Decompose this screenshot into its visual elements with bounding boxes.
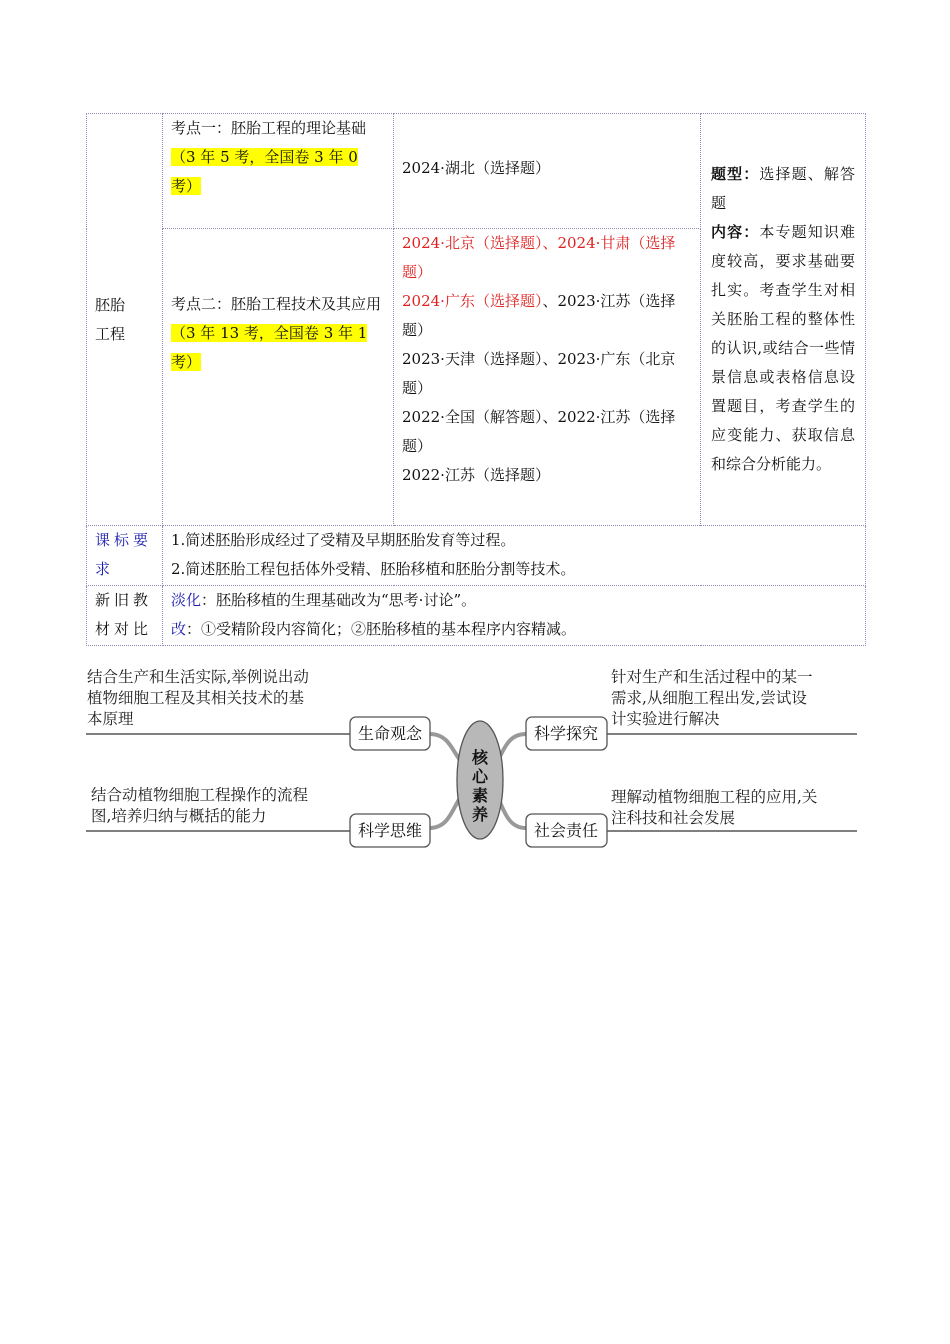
curriculum-cell — [163, 526, 866, 586]
compare-label: 新旧教材对比 — [87, 586, 163, 646]
compare-key-2: 改 — [171, 620, 187, 638]
compare-key-1: 淡化 — [171, 591, 202, 609]
topic-cell — [87, 114, 163, 526]
point2-exams-4: 2022·全国（解答题）、2022·江苏（选择题） — [402, 408, 676, 455]
point2-exams-cell — [394, 229, 701, 526]
topic-line-1: 胚胎 — [95, 295, 126, 314]
curriculum-label: 课标要求 — [87, 526, 163, 586]
center-char-2: 心 — [471, 767, 489, 786]
content-value: 本专题知识难度较高，要求基础要扎实。考查学生对相关胚胎工程的整体性的认识,或结合一些情景信息或表格信息设置题目，考查学生的应变能力、获取信息和综合分析能力。 — [711, 223, 855, 473]
point2-cell — [163, 229, 394, 526]
node-social-resp-label: 社会责任 — [533, 821, 599, 840]
point2-stat: （3 年 13 考，全国卷 3 年 1 考） — [171, 323, 368, 371]
content-label: 内容： — [711, 223, 760, 241]
point2-exams-black-2: 、2023·江苏（选择题） — [402, 292, 676, 339]
center-char-1: 核 — [471, 748, 489, 767]
type-label: 题型： — [711, 165, 760, 183]
point2-exams-3: 2023·天津（选择题）、2023·广东（北京题） — [402, 350, 676, 397]
point2-title: 考点二：胚胎工程技术及其应用 — [171, 294, 382, 313]
exam-analysis-table — [86, 113, 866, 646]
compare-value-1: ：胚胎移植的生理基础改为“思考·讨论”。 — [201, 591, 477, 609]
point1-exams: 2024·湖北（选择题） — [402, 159, 550, 177]
core-literacy-mindmap — [80, 662, 870, 862]
compare-value-2: ：①受精阶段内容简化；②胚胎移植的基本程序内容精减。 — [186, 620, 577, 638]
point1-cell — [163, 114, 394, 229]
point1-exams-cell — [394, 114, 701, 229]
node-life-view-label: 生命观念 — [357, 724, 423, 743]
point2-exams-5: 2022·江苏（选择题） — [402, 466, 550, 484]
curriculum-line-1: 1.简述胚胎形成经过了受精及早期胚胎发育等过程。 — [171, 531, 516, 549]
sci-inquiry-text-3: 计实验进行解决 — [611, 710, 720, 728]
point2-exams-red-2: 2024·广东（选择题） — [402, 292, 543, 310]
sci-inquiry-text-1: 针对生产和生活过程中的某一 — [611, 668, 813, 686]
social-resp-text-1: 理解动植物细胞工程的应用,关 — [611, 788, 818, 806]
life-view-text-2: 植物细胞工程及其相关技术的基 — [87, 689, 305, 707]
compare-line-1 — [171, 586, 857, 615]
point2-exams-red-1: 2024·北京（选择题）、2024·甘肃（选择题） — [402, 234, 676, 281]
topic-line-2: 工程 — [95, 324, 126, 343]
compare-line-2 — [171, 615, 857, 644]
node-sci-inquiry-label: 科学探究 — [533, 724, 599, 743]
side-info-cell — [701, 114, 866, 526]
point1-title: 考点一：胚胎工程的理论基础 — [171, 119, 367, 137]
node-sci-thinking-label: 科学思维 — [357, 821, 423, 840]
life-view-text-1: 结合生产和生活实际,举例说出动 — [87, 668, 309, 686]
life-view-text-3: 本原理 — [87, 710, 134, 728]
compare-cell — [163, 586, 866, 646]
sci-thinking-text-1: 结合动植物细胞工程操作的流程 — [91, 786, 309, 804]
social-resp-text-2: 注科技和社会发展 — [611, 809, 736, 827]
sci-inquiry-text-2: 需求,从细胞工程出发,尝试设 — [611, 689, 807, 707]
type-value: 选择题、解答题 — [711, 165, 855, 212]
center-char-3: 素 — [471, 786, 489, 805]
curriculum-line-2: 2.简述胚胎工程包括体外受精、胚胎移植和胚胎分割等技术。 — [171, 560, 576, 578]
point1-stat: （3 年 5 考，全国卷 3 年 0 考） — [171, 148, 358, 195]
center-char-4: 养 — [471, 805, 489, 824]
sci-thinking-text-2: 图,培养归纳与概括的能力 — [91, 807, 267, 825]
